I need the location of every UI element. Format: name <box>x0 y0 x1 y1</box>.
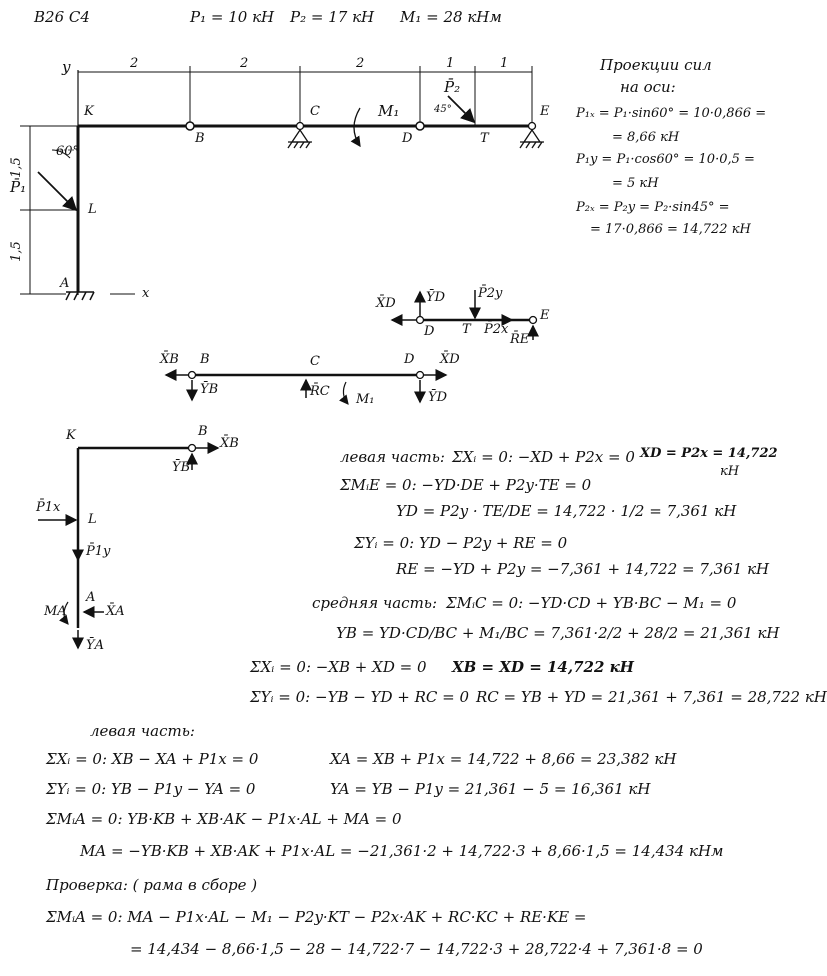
fbd-right-e: E <box>540 308 550 323</box>
fbd-right-yd: ȲD <box>426 290 446 305</box>
eq-12: ΣMᵢA = 0: YB·KB + XB·AK − P1x·AL + MA = 0 <box>46 810 402 828</box>
eq-8-result: XB = XD = 14,722 кН <box>452 658 634 676</box>
fbd-middle-m1: M₁ <box>356 392 375 407</box>
fbd-left-ya: ȲA <box>86 638 104 653</box>
point-c: C <box>310 104 320 119</box>
fixed-support-a <box>66 292 94 300</box>
fbd-middle-b: B <box>200 352 210 367</box>
proj-line-2: = 8,66 кН <box>612 130 680 145</box>
eq-5: RE = −YD + P2y = −7,361 + 14,722 = 7,361 кН <box>396 560 770 578</box>
eq-left-title: левая часть: <box>90 722 195 740</box>
fbd-middle-xb: X̄B <box>160 352 179 367</box>
p2-given: P₂ = 17 кН <box>290 8 375 26</box>
fbd-right-t: T <box>462 322 471 337</box>
angle-p1: 60° <box>56 144 80 159</box>
projections-title-1: Проекции сил <box>600 56 712 74</box>
fbd-right-p2x: P̄2x <box>484 322 509 337</box>
dim-3: 2 <box>356 56 365 71</box>
eq-10: ΣXᵢ = 0: XB − XA + P1x = 0 <box>46 750 259 768</box>
eq-4: ΣYᵢ = 0: YD − P2y + RE = 0 <box>354 534 568 552</box>
eq-11: ΣYᵢ = 0: YB − P1y − YA = 0 <box>46 780 256 798</box>
force-p1-arrow <box>38 172 76 210</box>
eq-11-result: YA = YB − P1y = 21,361 − 5 = 16,361 кН <box>330 780 651 798</box>
fbd-right-p2y: P̄2y <box>478 286 503 301</box>
fbd-left-yb: ȲB <box>172 460 191 475</box>
y-axis-label: y <box>62 58 71 76</box>
dim-4: 1 <box>446 56 455 71</box>
eq-15: = 14,434 − 8,66·1,5 − 28 − 14,722·7 − 14,722·3 + 28,722·4 + 7,361·8 = 0 <box>130 940 703 958</box>
p1-label: P̄₁ <box>10 178 27 196</box>
fbd-left-l: L <box>88 512 97 527</box>
proj-line-3: P₁y = P₁·cos60° = 10·0,5 = <box>576 152 755 167</box>
fbd-right-re: R̄E <box>510 332 530 347</box>
proj-line-6: = 17·0,866 = 14,722 кН <box>590 222 751 237</box>
fbd-left-k: K <box>66 428 76 443</box>
variant-label: В26 С4 <box>34 8 90 26</box>
angle-p2: 45° <box>434 104 452 115</box>
eq-1-unit: кН <box>720 464 740 479</box>
point-k: K <box>84 104 94 119</box>
eq-6: ΣMᵢC = 0: −YD·CD + YB·BC − M₁ = 0 <box>446 594 737 612</box>
fbd-middle-c: C <box>310 354 320 369</box>
fbd-left-ma: MA <box>44 604 67 619</box>
proj-line-5: P₂ₓ = P₂y = P₂·sin45° = <box>576 200 730 215</box>
eq-8: ΣXᵢ = 0: −XB + XD = 0 <box>250 658 427 676</box>
point-b: B <box>195 131 205 146</box>
projections-title-2: на оси: <box>620 78 676 96</box>
fbd-left-p1y: P̄1y <box>86 544 111 559</box>
fbd-middle-yb: ȲB <box>200 382 219 397</box>
eq-14: ΣMᵢA = 0: MA − P1x·AL − M₁ − P2y·KT − P2x·AK + RC·KC + RE·KE = <box>46 908 587 926</box>
eq-10-result: XA = XB + P1x = 14,722 + 8,66 = 23,382 кН <box>330 750 677 768</box>
eq-3: YD = P2y · TE/DE = 14,722 · 1/2 = 7,361 кН <box>396 502 737 520</box>
hinge-d <box>416 122 424 130</box>
dim-1: 2 <box>130 56 139 71</box>
eq-1-result: XD = P2x = 14,722 <box>640 446 778 461</box>
proj-line-4: = 5 кН <box>612 176 659 191</box>
vdim-2: 1,5 <box>8 241 24 262</box>
point-l: L <box>88 202 97 217</box>
dim-2: 2 <box>240 56 249 71</box>
fbd-left-xa: X̄A <box>106 604 125 619</box>
fbd-middle-d: D <box>404 352 415 367</box>
eq-7: YB = YD·CD/BC + M₁/BC = 7,361·2/2 + 28/2 = 21,361 кН <box>336 624 780 642</box>
x-axis-label: x <box>142 286 150 301</box>
fbd-middle-xd: X̄D <box>440 352 460 367</box>
point-a: A <box>60 276 70 291</box>
eq-9-result: RC = YB + YD = 21,361 + 7,361 = 28,722 кН <box>476 688 827 706</box>
m1-label: M₁ <box>378 102 400 120</box>
eq-9: ΣYᵢ = 0: −YB − YD + RC = 0 <box>250 688 470 706</box>
point-t: T <box>480 131 489 146</box>
point-e: E <box>540 104 550 119</box>
eq-1: ΣXᵢ = 0: −XD + P2x = 0 <box>452 448 635 466</box>
m1-given: M₁ = 28 кНм <box>400 8 502 26</box>
hinge-b <box>186 122 194 130</box>
proj-line-1: P₁ₓ = P₁·sin60° = 10·0,866 = <box>576 106 767 121</box>
eq-13: MA = −YB·KB + XB·AK + P1x·AL = −21,361·2 + 14,722·3 + 8,66·1,5 = 14,434 кНм <box>80 842 724 860</box>
fbd-middle-rc: R̄C <box>310 384 330 399</box>
fbd-left-p1x: P̄1x <box>36 500 61 515</box>
fbd-right-xd: X̄D <box>376 296 396 311</box>
dim-5: 1 <box>500 56 509 71</box>
eq-mid-title: средняя часть: <box>312 594 438 612</box>
fbd-right-d: D <box>424 324 435 339</box>
eq-2: ΣMᵢE = 0: −YD·DE + P2y·TE = 0 <box>340 476 592 494</box>
eq-right-title: левая часть: <box>340 448 445 466</box>
point-d: D <box>402 131 413 146</box>
fbd-left-b: B <box>198 424 208 439</box>
fbd-left-a: A <box>86 590 96 605</box>
p2-label: P̄₂ <box>444 78 461 96</box>
check-title: Проверка: ( рама в сборе ) <box>46 876 258 894</box>
vdim-1: 1,5 <box>8 157 24 178</box>
fbd-left-xb: X̄B <box>220 436 239 451</box>
fbd-middle-yd: ȲD <box>428 390 448 405</box>
p1-given: P₁ = 10 кН <box>190 8 275 26</box>
